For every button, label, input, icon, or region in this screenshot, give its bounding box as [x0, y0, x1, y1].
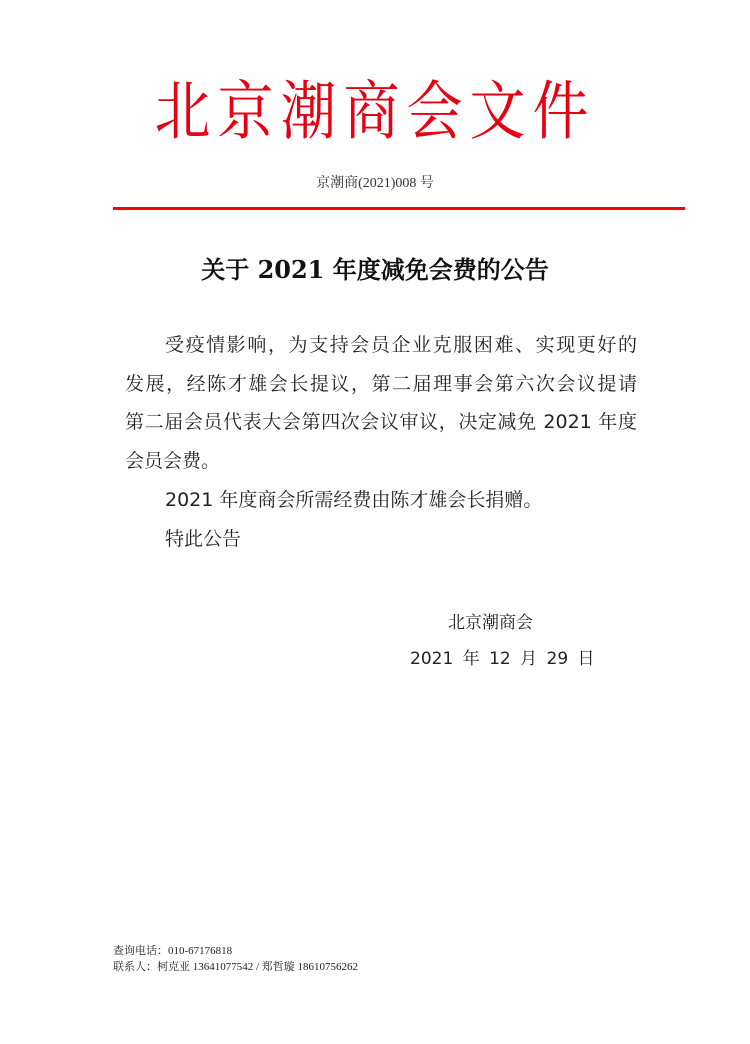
- red-divider: [113, 207, 685, 210]
- body-line: 特此公告: [165, 528, 242, 550]
- signature-org: 北京潮商会: [448, 613, 533, 633]
- body-line: 会员会费。: [125, 450, 221, 472]
- body-line: 第二届会员代表大会第四次会议审议，决定减免 2021 年度: [125, 411, 637, 433]
- signature-date: 2021 年 12 月 29 日: [410, 649, 595, 669]
- body-line: 2021 年度商会所需经费由陈才雄会长捐赠。: [165, 489, 543, 511]
- footer-phone: 查询电话：010-67176818: [113, 945, 233, 957]
- document-header-title: 北京潮商会文件: [154, 75, 596, 150]
- notice-title: 关于 2021 年度减免会费的公告: [201, 255, 549, 284]
- body-line: 受疫情影响，为支持会员企业克服困难、实现更好的: [165, 334, 637, 356]
- footer-contacts: 联系人：柯克亚 13641077542 / 郑哲璇 18610756262: [113, 961, 359, 973]
- body-line: 发展，经陈才雄会长提议，第二届理事会第六次会议提请: [125, 373, 637, 395]
- document-number: 京潮商(2021)008 号: [316, 176, 434, 191]
